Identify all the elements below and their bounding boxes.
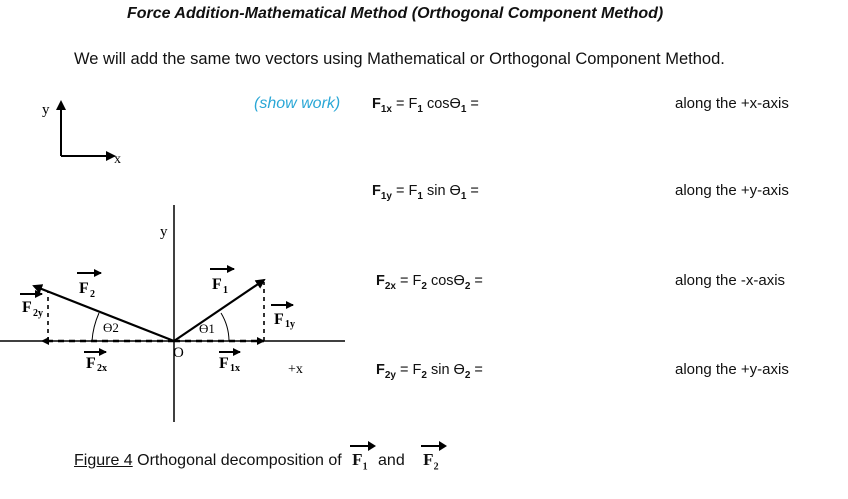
- caption-f1-arrow: [350, 440, 376, 452]
- eq-rhs: cosϴ: [426, 273, 465, 289]
- eq-lhs: F: [376, 273, 385, 289]
- eq-tail: =: [466, 183, 479, 199]
- label-f2y: [20, 294, 43, 319]
- eq-rhs: cosϴ: [422, 96, 461, 112]
- label-f1-letter: F: [212, 276, 222, 293]
- label-f2-letter: F: [79, 280, 89, 297]
- label-f1-sub: 1: [223, 285, 228, 296]
- show-work-label: (show work): [254, 95, 341, 112]
- eq-rhs-sub: 1: [460, 190, 467, 202]
- eq-mid: = F: [400, 273, 422, 289]
- label-f1y-sub: 1y: [285, 319, 295, 330]
- label-f2x: [84, 352, 107, 374]
- origin-label: O: [173, 345, 184, 361]
- caption-f2-arrow: [421, 440, 447, 452]
- eq-lhs-sub: 2y: [384, 369, 396, 381]
- eq-mid-sub: 2: [421, 280, 427, 292]
- page-title: Force Addition-Mathematical Method (Orthogonal Component Method): [127, 5, 664, 22]
- direction-f1x: along the +x-axis: [675, 95, 789, 112]
- caption-vector-f1: [352, 450, 367, 472]
- eq-mid-sub: 1: [417, 190, 423, 202]
- caption-f2-letter: F: [423, 450, 434, 469]
- y-axis-label: y: [160, 224, 168, 240]
- caption-f1-letter: F: [352, 450, 363, 469]
- eq-tail: =: [470, 273, 483, 289]
- eq-rhs: sin ϴ: [426, 362, 465, 378]
- direction-f2x: along the -x-axis: [675, 272, 786, 289]
- eq-mid: = F: [396, 183, 418, 199]
- label-f1x: [219, 352, 240, 374]
- label-f1x-letter: F: [219, 355, 229, 372]
- eq-mid-sub: 2: [421, 369, 427, 381]
- eq-rhs: sin ϴ: [422, 183, 461, 199]
- theta2-arc: [92, 313, 99, 341]
- caption-f1-sub: 1: [362, 461, 368, 473]
- eq-lhs: F: [372, 183, 381, 199]
- reference-axes: [42, 102, 121, 167]
- x-axis-label: +x: [288, 362, 303, 377]
- label-f1x-sub: 1x: [230, 363, 240, 374]
- eq-rhs-sub: 2: [464, 280, 471, 292]
- eq-mid: = F: [400, 362, 422, 378]
- caption-text: Orthogonal decomposition of: [132, 452, 347, 469]
- label-f1y: [271, 305, 295, 330]
- eq-lhs: F: [372, 96, 381, 112]
- eq-lhs-sub: 1y: [380, 190, 392, 202]
- label-f2x-sub: 2x: [97, 363, 107, 374]
- ref-x-label: x: [114, 152, 121, 167]
- eq-lhs-sub: 1x: [380, 103, 392, 115]
- caption-f2-sub: 2: [433, 461, 439, 473]
- theta1-arc: [221, 313, 229, 341]
- direction-f2y: along the +y-axis: [675, 361, 789, 378]
- caption-and: and: [378, 452, 405, 469]
- ref-y-label: y: [42, 102, 50, 118]
- figure-caption: [74, 450, 445, 472]
- eq-rhs-sub: 1: [460, 103, 467, 115]
- label-f2-sub: 2: [90, 289, 95, 300]
- intro-text: We will add the same two vectors using Mathematical or Orthogonal Component Method.: [74, 50, 725, 68]
- caption-figure-number: Figure 4: [74, 452, 133, 469]
- label-f2: [77, 273, 101, 300]
- direction-f1y: along the +y-axis: [675, 182, 789, 199]
- label-f2y-sub: 2y: [33, 308, 43, 319]
- eq-mid-sub: 1: [417, 103, 423, 115]
- eq-mid: = F: [396, 96, 418, 112]
- label-f1y-letter: F: [274, 311, 284, 328]
- eq-lhs: F: [376, 362, 385, 378]
- label-f1: [210, 269, 234, 296]
- eq-rhs-sub: 2: [464, 369, 471, 381]
- theta2-label: ϴ2: [103, 320, 119, 335]
- eq-tail: =: [466, 96, 479, 112]
- label-f2y-letter: F: [22, 299, 32, 316]
- label-f2x-letter: F: [86, 355, 96, 372]
- eq-lhs-sub: 2x: [384, 280, 396, 292]
- caption-vector-f2: [423, 450, 438, 472]
- theta1-label: ϴ1: [199, 321, 215, 336]
- eq-tail: =: [470, 362, 483, 378]
